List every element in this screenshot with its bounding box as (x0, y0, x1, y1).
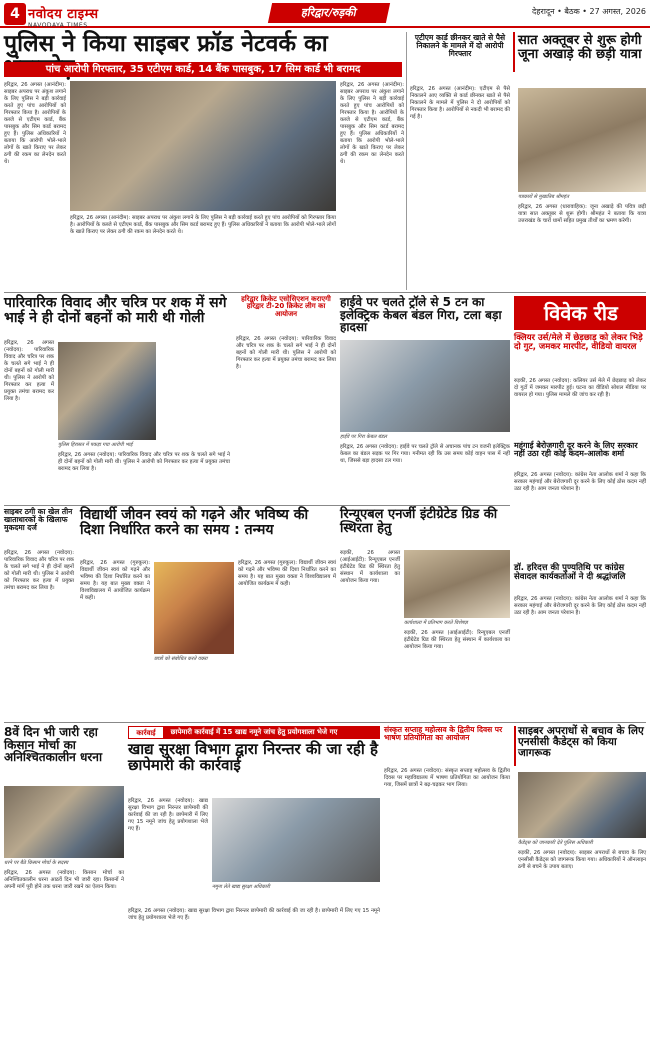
sanskrit-headline: संस्कृत सप्ताह महोत्सव के द्वितीय दिवस पर भाषण प्रतियोगिता का आयोजन (384, 725, 503, 742)
yatra-caption: पत्रकारों से मुखातिब श्रीमहंत (518, 194, 569, 200)
cricket-body: हरिद्वार, 26 अगस्त (नवोदय): पारिवारिक विवाद और चरित्र पर शक के चलते सगे भाई ने ही दोनों बहनों को गोली मारी थी। पुलिस ने आरोपी को गिरफ्तार कर हत्या में प्रयुक्त तमंचा बरामद कर लिया है। (236, 336, 336, 370)
side-top-headline: एटीएम कार्ड छीनकर खाते से पैसे निकालने के मामले में दो आरोपी गिरफ्तार (414, 33, 506, 58)
divider (4, 722, 646, 723)
student-body-2: हरिद्वार, 26 अगस्त (गुरुकुल): विद्यार्थी जीवन स्वयं को गढ़ने और भविष्य की दिशा निर्धारित करने का समय है। यह बात मुख्य वक्ता ने विश्वविद्यालय में आयोजित कार्यक्रम में कही। (238, 560, 336, 587)
congress-body: हरिद्वार, 26 अगस्त (नवोदय): कांग्रेस नेता आलोक शर्मा ने कहा कि सरकार महंगाई और बेरोजगारी दूर करने के लिए कोई ठोस कदम नहीं उठा रही है। आम जनता परेशान है। (514, 596, 646, 616)
highway-caption: हाईवे पर गिरा केबल बंडल (340, 434, 387, 440)
cyber-caption: कैडेट्स को जानकारी देते पुलिस अधिकारी (518, 840, 593, 846)
family-caption: पुलिस हिरासत में पकड़ा गया आरोपी भाई (58, 442, 133, 448)
congress-headline: डॉ. हरिदत्त की पुण्यतिथि पर कांग्रेस सेवादल कार्यकर्ताओं ने दी श्रद्धांजलि (514, 563, 626, 582)
fir-headline: साइबर ठगी का खेल तीन खाताधारकों के खिलाफ मुकदमा दर्ज (4, 507, 73, 532)
divider (406, 32, 407, 290)
renewable-headline: रिन्यूएबल एनर्जी इंटीग्रेटेड ग्रिड की स्थिरता हेतु (340, 507, 498, 536)
lead-headline: पुलिस ने किया साइबर फ्रॉड नेटवर्क का (4, 31, 328, 57)
cyber-headline: साइबर अपराधों से बचाव के लिए एनसीसी कैडेट्स को किया जागरूक (518, 725, 644, 760)
renewable-body: रुड़की, 26 अगस्त (आईआईटी): रिन्यूएबल एनर्जी इंटीग्रेटेड ग्रिड की स्थिरता हेतु संस्थान में कार्यशाला का आयोजन किया गया। (340, 550, 400, 584)
cricket-headline: हरिद्वार क्रिकेट एसोसिएशन कराएगी हरिद्वार टी-20 क्रिकेट लीग का आयोजन (241, 295, 331, 318)
food-band: छापेमारी कार्रवाई में 15 खाद्य नमूने जांच हेतु प्रयोगशाला भेजे गए (128, 726, 380, 739)
lead-subhead: पांच आरोपी गिरफ्तार, 35 एटीएम कार्ड, 14 बैंक पासबुक, 17 सिम कार्ड भी बरामद (4, 62, 402, 77)
family-body: हरिद्वार, 26 अगस्त (नवोदय): पारिवारिक विवाद और चरित्र पर शक के चलते सगे भाई ने ही दोनों बहनों को गोली मारी थी। पुलिस ने आरोपी को गिरफ्तार कर हत्या में प्रयुक्त तमंचा बरामद कर लिया है। (4, 340, 54, 402)
brand-name: नवोदय टाइम्स (28, 7, 99, 22)
vivek-read-label: विवेक रीड (514, 296, 646, 330)
accent-bar (514, 726, 516, 766)
dateline-header: देहरादून • बैठक • 27 अगस्त, 2026 (532, 7, 646, 16)
student-photo (154, 562, 234, 654)
section-label: हरिद्वार/रुड़की (268, 3, 390, 23)
renewable-photo (404, 550, 510, 618)
food-kicker: कार्रवाई (128, 726, 164, 739)
page-number: 4 (4, 3, 26, 25)
lead-photo (70, 81, 336, 211)
family-headline: पारिवारिक विवाद और चरित्र पर शक में सगे भाई ने ही दोनों बहनों को मारी थी गोली (4, 295, 227, 326)
vivek-headline: क्लियर उर्स/मेले में छेड़छाड़ को लेकर भिड़े दो गुट, जमकर मारपीट, वीडियो वायरल (514, 333, 643, 352)
student-headline: विद्यार्थी जीवन स्वयं को गढ़ने और भविष्य की दिशा निर्धारित करने का समय : तन्मय (80, 507, 309, 538)
newspaper-brand (28, 4, 138, 29)
food-photo (212, 798, 380, 882)
yatra-headline: सात अक्तूबर से शुरू होगी जूना अखाड़े की छड़ी यात्रा (518, 33, 642, 62)
cyber-body: रुड़की, 26 अगस्त (नवोदय): साइबर अपराधों से बचाव के लिए एनसीसी कैडेट्स को जागरूक किया गया। अधिकारियों ने ऑनलाइन ठगी से बचने के उपाय बताए। (518, 850, 646, 870)
food-caption: नमूना लेते खाद्य सुरक्षा अधिकारी (212, 884, 270, 890)
kisan-headline: 8वें दिन भी जारी रहा किसान मोर्चा का अनिश्चितकालीन धरना (4, 725, 103, 765)
student-caption: छात्रों को संबोधित करते वक्ता (154, 656, 208, 662)
food-body-2: हरिद्वार, 26 अगस्त (नवोदय): खाद्य सुरक्षा विभाग द्वारा निरन्तर छापेमारी की कार्रवाई की जा रही है। छापेमारी में लिए गए 15 नमूने जांच हेतु प्रयोगशाला भेजे गए हैं। (128, 908, 380, 921)
lead-body-below: हरिद्वार, 26 अगस्त (आनंदीम): साइबर अपराध पर अंकुश लगाने के लिए पुलिस ने बड़ी कार्रवाई करते हुए पांच आरोपियों को गिरफ्तार किया है। आरोपियों के कब्जे से एटीएम कार्ड, बैंक पासबुक और सिम कार्ड बरामद हुए हैं। पुलिस अधिकारियों ने बताया कि आरोपी भोले-भाले लोगों के खाते किराए पर लेकर ठगी की रकम का लेनदेन करते थे। (70, 215, 336, 235)
mahgai-body: हरिद्वार, 26 अगस्त (नवोदय): कांग्रेस नेता आलोक शर्मा ने कहा कि सरकार महंगाई और बेरोजगारी दूर करने के लिए कोई ठोस कदम नहीं उठा रही है। आम जनता परेशान है। (514, 472, 646, 492)
divider (4, 505, 510, 506)
food-headline: खाद्य सुरक्षा विभाग द्वारा निरन्तर की जा रही है छापेमारी की कार्रवाई (128, 740, 378, 774)
kisan-caption: धरने पर बैठे किसान मोर्चा के सदस्य (4, 860, 69, 866)
side-top-body: हरिद्वार, 26 अगस्त (आनंदीम): एटीएम से पैसे निकालने आए व्यक्ति से कार्ड छीनकर खाते से पैसे निकालने के मामले में पुलिस ने दो आरोपियों को गिरफ्तार किया है। आरोपियों से नकदी भी बरामद की गई है। (410, 86, 510, 120)
lead-body-col4: हरिद्वार, 26 अगस्त (आनंदीम): साइबर अपराध पर अंकुश लगाने के लिए पुलिस ने बड़ी कार्रवाई करते हुए पांच आरोपियों को गिरफ्तार किया है। आरोपियों के कब्जे से एटीएम कार्ड, बैंक पासबुक और सिम कार्ड बरामद हुए हैं। पुलिस अधिकारियों ने बताया कि आरोपी भोले-भाले लोगों के खाते किराए पर लेकर ठगी की रकम का लेनदेन करते थे। (340, 82, 404, 165)
accent-bar (513, 32, 515, 72)
family-body-2: हरिद्वार, 26 अगस्त (नवोदय): पारिवारिक विवाद और चरित्र पर शक के चलते सगे भाई ने ही दोनों बहनों को गोली मारी थी। पुलिस ने आरोपी को गिरफ्तार कर हत्या में प्रयुक्त तमंचा बरामद कर लिया है। (58, 452, 230, 472)
kisan-body: हरिद्वार, 26 अगस्त (नवोदय): किसान मोर्चा का अनिश्चितकालीन धरना आठवें दिन भी जारी रहा। किसानों ने अपनी मांगें पूरी होने तक धरना जारी रखने का ऐलान किया। (4, 870, 124, 890)
food-body: हरिद्वार, 26 अगस्त (नवोदय): खाद्य सुरक्षा विभाग द्वारा निरन्तर छापेमारी की कार्रवाई की जा रही है। छापेमारी में लिए गए 15 नमूने जांच हेतु प्रयोगशाला भेजे गए हैं। (128, 798, 208, 832)
family-photo (58, 342, 156, 440)
renewable-caption: कार्यशाला में प्रतिभाग करते विशेषज्ञ (404, 620, 468, 626)
highway-headline: हाईवे पर चलते ट्रॉले से 5 टन का इलेक्ट्रिक केबल बंडल गिरा, टला बड़ा हादसा (340, 295, 502, 335)
renewable-body-2: रुड़की, 26 अगस्त (आईआईटी): रिन्यूएबल एनर्जी इंटीग्रेटेड ग्रिड की स्थिरता हेतु संस्थान में कार्यशाला का आयोजन किया गया। (404, 630, 510, 650)
sanskrit-body: हरिद्वार, 26 अगस्त (नवोदय): संस्कृत सप्ताह महोत्सव के द्वितीय दिवस पर महाविद्यालय में भाषण प्रतियोगिता का आयोजन किया गया, जिसमें छात्रों ने बढ़-चढ़कर भाग लिया। (384, 768, 510, 788)
divider (4, 292, 646, 293)
brand-sub: NAVODAYA TIMES (28, 22, 88, 29)
mahgai-headline: महंगाई बेरोजगारी दूर करने के लिए सरकार नहीं उठा रही कोई कदम-आलोक शर्मा (514, 441, 638, 459)
lead-body-col1: हरिद्वार, 26 अगस्त (आनंदीम): साइबर अपराध पर अंकुश लगाने के लिए पुलिस ने बड़ी कार्रवाई करते हुए पांच आरोपियों को गिरफ्तार किया है। आरोपियों के कब्जे से एटीएम कार्ड, बैंक पासबुक और सिम कार्ड बरामद हुए हैं। पुलिस अधिकारियों ने बताया कि आरोपी भोले-भाले लोगों के खाते किराए पर लेकर ठगी की रकम का लेनदेन करते थे। (4, 82, 66, 165)
vivek-body: रुड़की, 26 अगस्त (नवोदय): कलियर उर्स मेले में छेड़छाड़ को लेकर दो गुटों में जमकर मारपीट हुई। घटना का वीडियो सोशल मीडिया पर वायरल हो गया। पुलिस मामले की जांच कर रही है। (514, 378, 646, 398)
yatra-photo (518, 88, 646, 192)
cyber-photo (518, 772, 646, 838)
fir-body: हरिद्वार, 26 अगस्त (नवोदय): पारिवारिक विवाद और चरित्र पर शक के चलते सगे भाई ने ही दोनों बहनों को गोली मारी थी। पुलिस ने आरोपी को गिरफ्तार कर हत्या में प्रयुक्त तमंचा बरामद कर लिया है। (4, 550, 74, 591)
highway-body: हरिद्वार, 26 अगस्त (नवोदय): हाईवे पर चलते ट्रॉले से अचानक पांच टन वजनी इलेक्ट्रिक केबल का बंडल सड़क पर गिर गया। गनीमत रही कि उस समय कोई वाहन पास में नहीं था, जिससे बड़ा हादसा टल गया। (340, 444, 510, 464)
student-body: हरिद्वार, 26 अगस्त (गुरुकुल): विद्यार्थी जीवन स्वयं को गढ़ने और भविष्य की दिशा निर्धारित करने का समय है। यह बात मुख्य वक्ता ने विश्वविद्यालय में आयोजित कार्यक्रम में कही। (80, 560, 150, 601)
highway-photo (340, 340, 510, 432)
kisan-photo (4, 786, 124, 858)
yatra-body: हरिद्वार, 26 अगस्त (धारावाहिक): जूना अखाड़े की पवित्र छड़ी यात्रा सात अक्तूबर से शुरू होगी। श्रीमहंत ने बताया कि यात्रा उत्तराखंड के चारों धामों सहित प्रमुख तीर्थों का भ्रमण करेगी। (518, 204, 646, 224)
